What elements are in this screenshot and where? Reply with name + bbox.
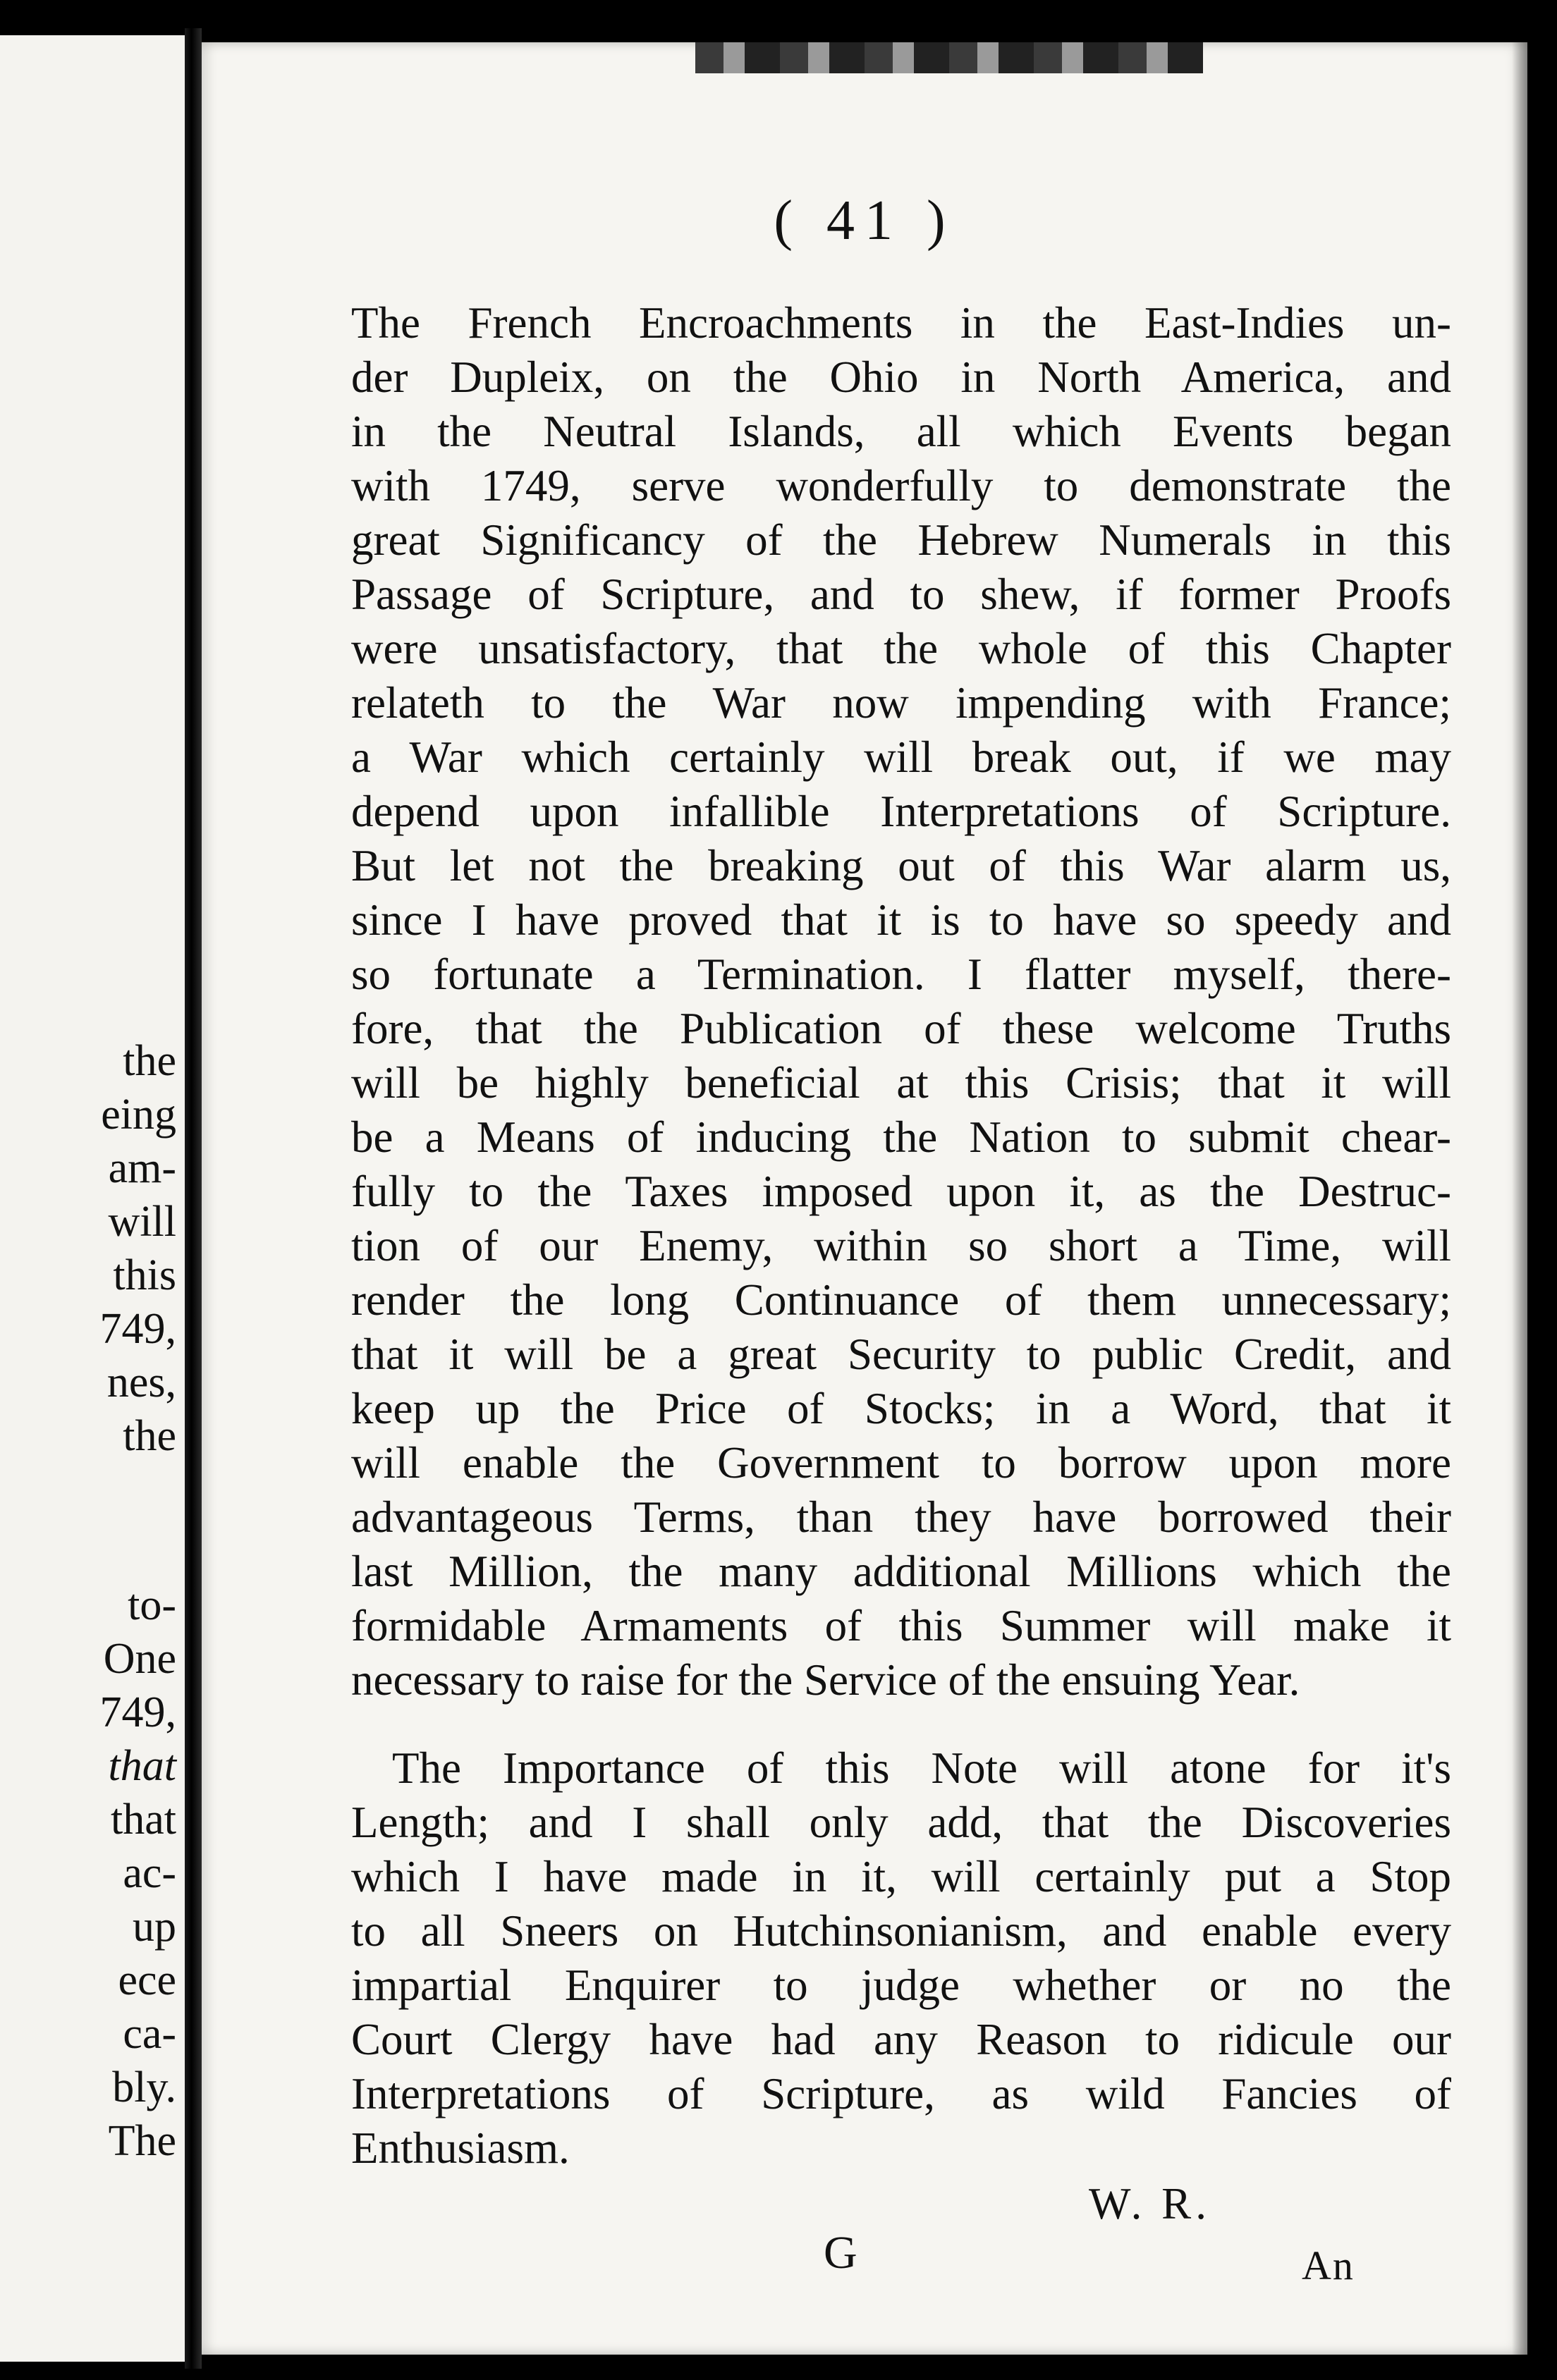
facing-fragment: the — [123, 1037, 176, 1085]
facing-fragment: will — [108, 1198, 176, 1246]
page-edge-shadow — [1512, 42, 1527, 2355]
facing-fragment: am- — [108, 1144, 176, 1192]
facing-fragment: bly. — [112, 2063, 176, 2111]
scan-top-strip — [695, 42, 1203, 73]
text-line: last Million, the many additional Millions which the — [351, 1547, 1451, 1596]
facing-fragment: ca- — [123, 2010, 176, 2058]
facing-fragment: The — [108, 2117, 176, 2165]
text-line: advantageous Terms, than they have borrowed their — [351, 1492, 1451, 1542]
text-line: will enable the Government to borrow upon more — [351, 1438, 1451, 1488]
text-line: Passage of Scripture, and to shew, if former Proofs — [351, 570, 1451, 619]
text-line: relateth to the War now impending with France; — [351, 678, 1451, 728]
text-line: were unsatisfactory, that the whole of this Chapter — [351, 624, 1451, 673]
book-gutter — [185, 28, 202, 2369]
text-line: keep up the Price of Stocks; in a Word, that it — [351, 1384, 1451, 1433]
text-line: formidable Armaments of this Summer will make it — [351, 1601, 1451, 1650]
facing-fragment: that — [108, 1742, 176, 1790]
text-line: depend upon infallible Interpretations of Scripture. — [351, 787, 1451, 836]
facing-fragment: ece — [118, 1956, 176, 2004]
author-initials: W. R. — [1089, 2179, 1211, 2228]
text-line: Interpretations of Scripture, as wild Fancies of — [351, 2069, 1451, 2118]
facing-fragment: up — [133, 1903, 176, 1951]
text-line: The Importance of this Note will atone for it's — [392, 1743, 1451, 1793]
text-line: to all Sneers on Hutchinsonianism, and enable every — [351, 1906, 1451, 1956]
text-line: tion of our Enemy, within so short a Time, will — [351, 1221, 1451, 1270]
page-number: ( 41 ) — [774, 190, 955, 252]
facing-fragment: 749, — [99, 1305, 176, 1353]
text-line: The French Encroachments in the East-Indies un- — [351, 298, 1451, 348]
facing-fragment: to- — [128, 1581, 176, 1629]
page-body — [351, 296, 1451, 2176]
facing-fragment: that — [111, 1796, 176, 1844]
text-line: be a Means of inducing the Nation to submit chear- — [351, 1112, 1451, 1162]
text-line: great Significancy of the Hebrew Numerals in this — [351, 515, 1451, 565]
text-line: since I have proved that it is to have so speedy and — [351, 895, 1451, 945]
paragraph-1 — [351, 296, 1451, 1707]
show-through-text — [0, 268, 185, 761]
text-line: But let not the breaking out of this War alarm us, — [351, 841, 1451, 890]
facing-fragment: 749, — [99, 1688, 176, 1736]
text-line: a War which certainly will break out, if we may — [351, 732, 1451, 782]
facing-fragment: nes, — [106, 1358, 176, 1406]
facing-page — [0, 35, 185, 2362]
facing-fragment: ac- — [123, 1849, 176, 1897]
signature-mark: G — [824, 2227, 857, 2278]
facing-fragment: the — [123, 1412, 176, 1460]
text-line: render the long Continuance of them unnecessary; — [351, 1275, 1451, 1325]
paragraph-2 — [351, 1741, 1451, 2176]
text-line: impartial Enquirer to judge whether or no the — [351, 1961, 1451, 2010]
text-line: with 1749, serve wonderfully to demonstrate the — [351, 461, 1451, 510]
facing-fragment: eing — [101, 1091, 176, 1139]
facing-fragment: One — [103, 1635, 176, 1683]
text-line: in the Neutral Islands, all which Events began — [351, 407, 1451, 456]
catchword: An — [1302, 2243, 1355, 2288]
text-line: that it will be a great Security to public Credit, and — [351, 1330, 1451, 1379]
text-line: Length; and I shall only add, that the Discoveries — [351, 1798, 1451, 1847]
text-line: Court Clergy have had any Reason to ridicule our — [351, 2015, 1451, 2064]
text-line: which I have made in it, will certainly put a Stop — [351, 1852, 1451, 1901]
text-line: so fortunate a Termination. I flatter myself, there- — [351, 950, 1451, 999]
book-page — [202, 42, 1527, 2355]
text-line: will be highly beneficial at this Crisis; that it will — [351, 1058, 1451, 1108]
text-line: necessary to raise for the Service of the ensuing Year. — [351, 1655, 1300, 1705]
text-line: Enthusiasm. — [351, 2123, 570, 2173]
text-line: der Dupleix, on the Ohio in North America, and — [351, 352, 1451, 402]
paragraph-gap — [351, 1707, 1451, 1741]
text-line: fully to the Taxes imposed upon it, as the Destruc- — [351, 1167, 1451, 1216]
text-line: fore, that the Publication of these welcome Truths — [351, 1004, 1451, 1053]
facing-fragment: this — [113, 1251, 176, 1299]
